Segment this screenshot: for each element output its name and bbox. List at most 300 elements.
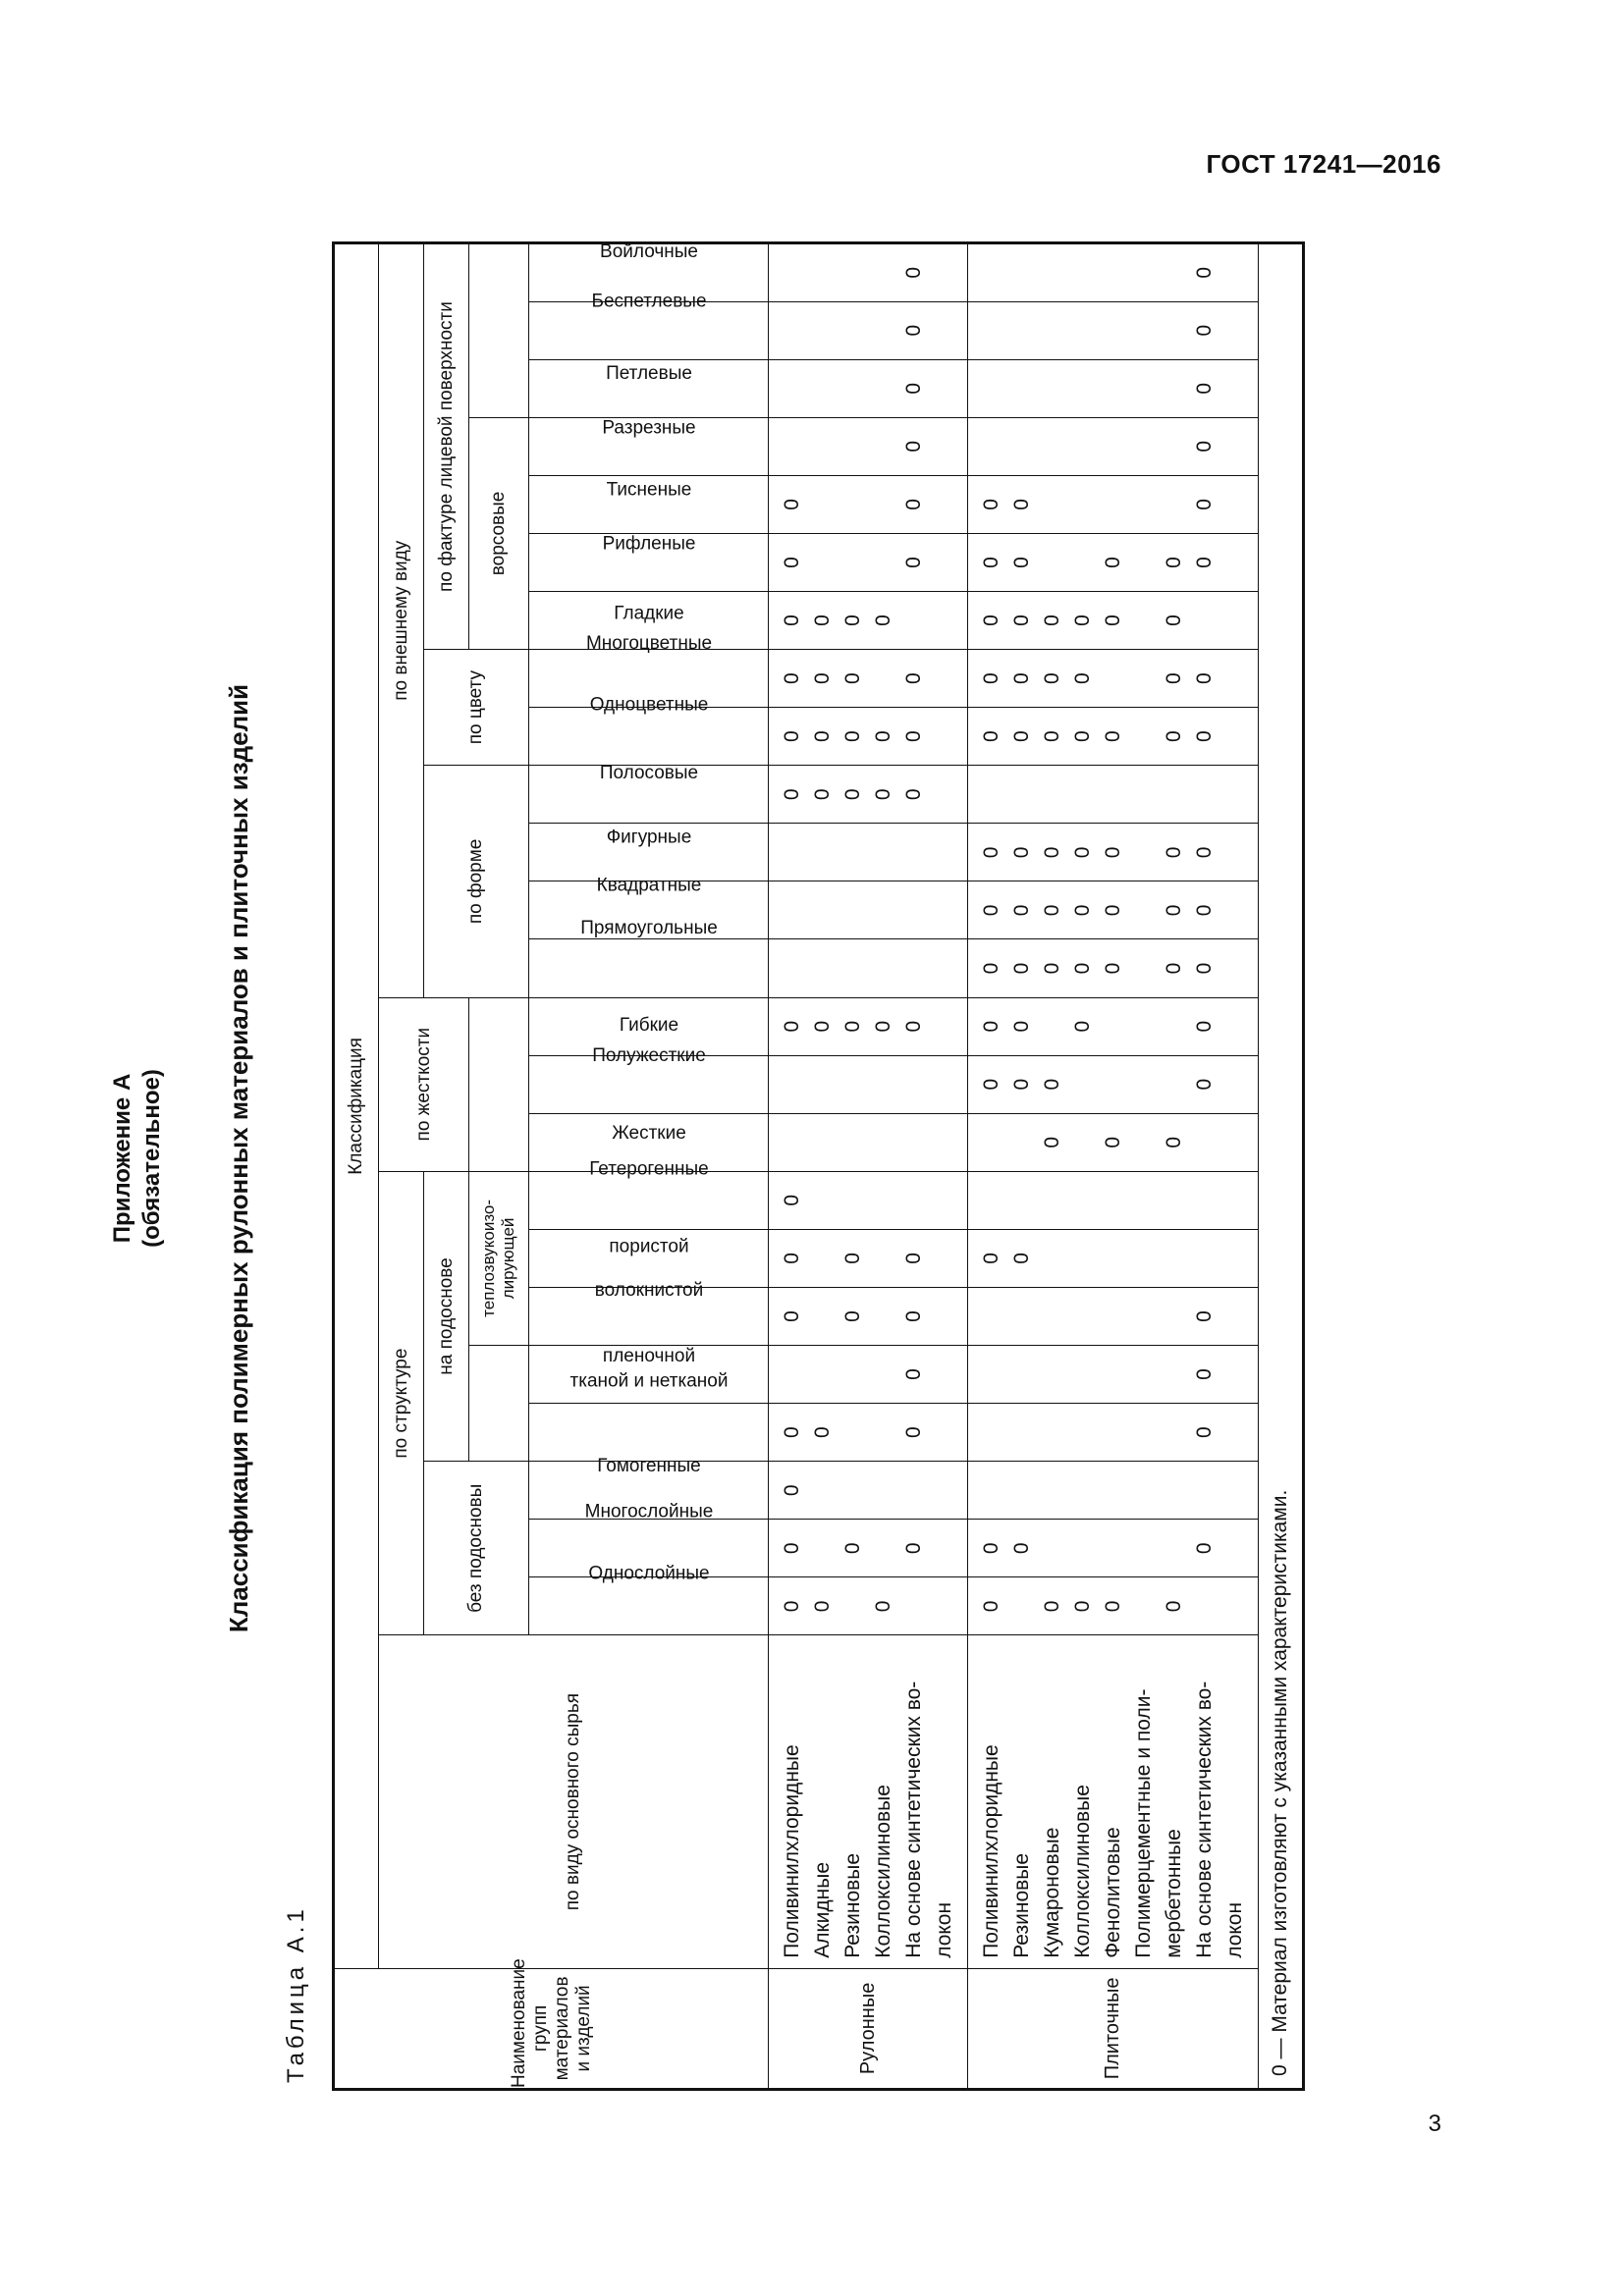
mark: 0 <box>872 1600 894 1613</box>
mark-cell <box>968 997 1259 1055</box>
mark: 0 <box>1193 324 1216 337</box>
mark-cell <box>769 1520 968 1577</box>
mark <box>929 766 959 823</box>
mark: 0 <box>1071 614 1094 626</box>
mark: 0 <box>1193 672 1216 684</box>
mark-cell <box>769 417 968 475</box>
mark-cell <box>968 708 1259 766</box>
mark: 0 <box>1041 846 1063 859</box>
mark: 0 <box>980 1078 1002 1091</box>
mark <box>1098 1172 1128 1229</box>
mark <box>929 1172 959 1229</box>
mark <box>777 418 807 475</box>
mark-cell <box>968 1055 1259 1113</box>
mark: 0 <box>1163 614 1185 626</box>
column-header-text: Однослойные <box>587 1563 710 1584</box>
mark <box>868 244 898 301</box>
mark <box>807 1288 838 1345</box>
mark <box>1128 302 1159 359</box>
mark <box>1037 998 1067 1055</box>
header-rigidity-text: по жесткости <box>412 1027 434 1142</box>
column-header-text: волокнистой <box>594 1279 703 1301</box>
column-header <box>529 694 769 766</box>
mark-cell <box>769 592 968 650</box>
material-item: Коллоксилиновые <box>1071 1785 1094 1958</box>
mark <box>1067 1056 1098 1113</box>
mark <box>1159 1288 1189 1345</box>
mark-cell <box>968 417 1259 475</box>
mark-cell <box>968 1287 1259 1345</box>
mark <box>929 998 959 1055</box>
column-header <box>529 1563 769 1635</box>
mark <box>898 939 929 996</box>
mark <box>1098 418 1128 475</box>
mark-cell <box>968 1346 1259 1404</box>
mark <box>868 418 898 475</box>
mark: 0 <box>980 499 1002 510</box>
mark <box>868 881 898 938</box>
mark <box>1037 1346 1067 1403</box>
header-no-base <box>424 1462 529 1635</box>
mark: 0 <box>872 614 894 626</box>
mark-cell <box>968 301 1259 359</box>
column-header <box>529 1044 769 1113</box>
mark <box>1159 1520 1189 1576</box>
mark <box>1128 1404 1159 1461</box>
mark <box>1159 476 1189 533</box>
mark: 0 <box>980 1600 1002 1613</box>
mark-cell <box>769 708 968 766</box>
mark: 0 <box>1102 1600 1124 1613</box>
mark <box>777 1114 807 1171</box>
mark: 0 <box>811 614 834 626</box>
mark: 0 <box>811 1600 834 1613</box>
mark: 0 <box>1193 846 1216 859</box>
mark-cell <box>769 475 968 533</box>
mark: 0 <box>1041 1136 1063 1148</box>
mark <box>838 881 868 938</box>
mark: 0 <box>902 557 925 568</box>
mark <box>929 1520 959 1576</box>
header-classification-text: Классификация <box>346 1038 366 1175</box>
mark-cell <box>769 997 968 1055</box>
table-title: Классификация полимерных рулонных материалов и плиточных изделий <box>224 683 253 1633</box>
mark <box>777 939 807 996</box>
mark <box>868 1404 898 1461</box>
mark: 0 <box>841 1310 864 1322</box>
mark <box>1159 1230 1189 1287</box>
mark-cell <box>769 243 968 302</box>
mark: 0 <box>980 614 1002 626</box>
mark <box>1037 302 1067 359</box>
mark <box>976 1114 1006 1171</box>
mark <box>929 650 959 707</box>
mark: 0 <box>980 730 1002 743</box>
mark <box>929 824 959 881</box>
mark: 0 <box>841 1542 864 1555</box>
mark <box>898 1114 929 1171</box>
header-shape-text: по форме <box>465 838 486 925</box>
mark <box>868 302 898 359</box>
mark: 0 <box>902 499 925 510</box>
mark: 0 <box>1193 904 1216 917</box>
mark <box>1128 998 1159 1055</box>
mark <box>929 1462 959 1519</box>
mark: 0 <box>1102 962 1124 975</box>
mark <box>1219 824 1250 881</box>
mark: 0 <box>1193 557 1216 568</box>
header-on-base <box>424 1171 469 1461</box>
mark <box>1128 360 1159 417</box>
mark <box>1037 476 1067 533</box>
column-header-text: Тисненые <box>606 479 691 501</box>
mark-cell <box>968 359 1259 417</box>
mark-cell <box>968 881 1259 939</box>
mark <box>807 1346 838 1403</box>
mark: 0 <box>1071 904 1094 917</box>
mark <box>838 824 868 881</box>
column-header-text: Гетерогенные <box>588 1158 709 1180</box>
mark <box>777 302 807 359</box>
mark <box>838 1114 868 1171</box>
mark: 0 <box>781 1253 803 1264</box>
mark <box>976 1172 1006 1229</box>
mark: 0 <box>980 1020 1002 1033</box>
mark <box>1159 1462 1189 1519</box>
mark: 0 <box>1041 1600 1063 1613</box>
mark: 0 <box>811 672 834 684</box>
mark <box>1128 534 1159 591</box>
column-header-text: Гладкие <box>613 603 684 624</box>
material-item: Поливинилхлоридные <box>980 1744 1002 1958</box>
mark <box>1219 708 1250 765</box>
mark: 0 <box>841 614 864 626</box>
column-header <box>529 1158 769 1229</box>
mark-cell <box>968 1171 1259 1229</box>
column-header-text: Квадратные <box>596 876 701 897</box>
mark <box>868 476 898 533</box>
mark <box>1128 592 1159 649</box>
mark: 0 <box>781 1600 803 1613</box>
mark <box>838 418 868 475</box>
mark <box>929 1288 959 1345</box>
mark: 0 <box>1102 730 1124 743</box>
mark <box>868 534 898 591</box>
mark <box>1128 1288 1159 1345</box>
mark <box>976 1462 1006 1519</box>
column-header <box>529 359 769 417</box>
header-texture-spacer <box>469 997 529 1171</box>
mark <box>929 1404 959 1461</box>
mark: 0 <box>1193 1426 1216 1438</box>
mark <box>1159 766 1189 823</box>
mark <box>1098 1288 1128 1345</box>
mark <box>1159 1346 1189 1403</box>
mark <box>1067 1462 1098 1519</box>
mark <box>777 881 807 938</box>
mark: 0 <box>902 1542 925 1555</box>
column-header-text: Рифленые <box>602 533 695 555</box>
mark-cell <box>968 1577 1259 1635</box>
mark: 0 <box>872 730 894 743</box>
mark <box>1006 1577 1037 1634</box>
mark: 0 <box>1163 962 1185 975</box>
mark <box>1037 1404 1067 1461</box>
mark <box>807 534 838 591</box>
mark-cell <box>968 1520 1259 1577</box>
mark <box>1006 1346 1037 1403</box>
header-classification <box>334 243 379 1969</box>
mark <box>1219 650 1250 707</box>
material-item: Резиновые <box>1010 1852 1033 1958</box>
mark <box>976 1404 1006 1461</box>
mark-cell <box>769 1171 968 1229</box>
header-pile <box>469 417 529 649</box>
mark-cell <box>769 1113 968 1171</box>
mark: 0 <box>841 730 864 743</box>
column-header-text: Жесткие <box>611 1122 686 1144</box>
mark <box>929 302 959 359</box>
mark <box>1037 244 1067 301</box>
mark <box>807 824 838 881</box>
mark <box>898 1462 929 1519</box>
mark <box>1067 1230 1098 1287</box>
mark: 0 <box>1193 1078 1216 1091</box>
mark <box>1128 824 1159 881</box>
mark <box>1219 592 1250 649</box>
mark: 0 <box>781 1426 803 1438</box>
mark <box>1219 244 1250 301</box>
standard-number: ГОСТ 17241—2016 <box>1206 149 1441 179</box>
header-pile-text: ворсовые <box>488 491 509 576</box>
mark: 0 <box>902 1368 925 1380</box>
mark <box>1098 476 1128 533</box>
mark: 0 <box>1071 846 1094 859</box>
mark <box>1098 998 1128 1055</box>
mark <box>1159 302 1189 359</box>
mark <box>1159 998 1189 1055</box>
header-no-base-text: без подосновы <box>465 1483 486 1613</box>
mark-cell <box>769 881 968 939</box>
mark <box>1128 244 1159 301</box>
mark-cell <box>769 1287 968 1345</box>
footnote <box>1259 243 1304 2090</box>
mark: 0 <box>872 1020 894 1033</box>
mark: 0 <box>1010 846 1033 859</box>
mark <box>1006 1172 1037 1229</box>
material-item: Кумароновые <box>1041 1827 1063 1958</box>
mark: 0 <box>1193 440 1216 453</box>
mark: 0 <box>1071 1020 1094 1033</box>
column-header <box>529 1279 769 1345</box>
mark-cell <box>769 650 968 708</box>
mark <box>1098 1346 1128 1403</box>
mark-cell <box>769 533 968 591</box>
mark <box>1037 766 1067 823</box>
mark <box>1098 1230 1128 1287</box>
mark: 0 <box>1041 614 1063 626</box>
mark: 0 <box>1163 730 1185 743</box>
mark <box>868 1230 898 1287</box>
mark <box>1219 1230 1250 1287</box>
mark: 0 <box>1163 846 1185 859</box>
mark <box>807 1056 838 1113</box>
mark <box>1219 881 1250 938</box>
mark: 0 <box>1010 557 1033 568</box>
mark <box>868 1288 898 1345</box>
mark <box>868 824 898 881</box>
mark: 0 <box>1010 730 1033 743</box>
mark <box>1067 244 1098 301</box>
material-item: На основе синтетических во- <box>902 1681 925 1958</box>
header-on-base-text: на подоснове <box>435 1257 457 1375</box>
mark <box>1006 1114 1037 1171</box>
mark <box>1006 360 1037 417</box>
mark <box>1128 1462 1159 1519</box>
mark <box>929 418 959 475</box>
mark <box>777 1056 807 1113</box>
material-item: Полимерцементные и поли- <box>1132 1688 1155 1958</box>
mark <box>898 881 929 938</box>
mark <box>807 1172 838 1229</box>
mark <box>868 1520 898 1576</box>
mark <box>838 939 868 996</box>
mark: 0 <box>1193 962 1216 975</box>
mark-cell <box>769 1229 968 1287</box>
mark <box>1219 1520 1250 1576</box>
mark <box>807 302 838 359</box>
material-item: Поливинилхлоридные <box>781 1744 803 1958</box>
mark: 0 <box>902 382 925 395</box>
rotated-content <box>108 226 1291 2091</box>
mark <box>868 1056 898 1113</box>
mark: 0 <box>781 1020 803 1033</box>
mark <box>1219 534 1250 591</box>
table-label: Таблица А.1 <box>283 1905 309 2083</box>
mark <box>1128 476 1159 533</box>
mark <box>929 244 959 301</box>
mark <box>1037 360 1067 417</box>
mark <box>929 1577 959 1634</box>
mark <box>1128 418 1159 475</box>
mark <box>929 881 959 938</box>
mark <box>1037 1230 1067 1287</box>
mark <box>838 476 868 533</box>
mark <box>807 1114 838 1171</box>
material-item: локон <box>1223 1901 1246 1958</box>
header-rigidity <box>379 997 469 1171</box>
mark <box>1098 244 1128 301</box>
mark <box>1219 998 1250 1055</box>
mark <box>777 244 807 301</box>
column-header-text: Гомогенные <box>596 1456 701 1477</box>
mark <box>1067 1404 1098 1461</box>
mark <box>1037 1288 1067 1345</box>
mark: 0 <box>1071 672 1094 684</box>
mark: 0 <box>902 324 925 337</box>
group-name <box>968 1968 1259 2089</box>
mark <box>898 1577 929 1634</box>
mark <box>1219 302 1250 359</box>
mark <box>1128 1056 1159 1113</box>
mark: 0 <box>811 788 834 801</box>
mark <box>838 244 868 301</box>
mark <box>1219 418 1250 475</box>
mark: 0 <box>781 672 803 684</box>
mark <box>1006 766 1037 823</box>
mark-cell <box>968 766 1259 824</box>
mark <box>1128 650 1159 707</box>
mark <box>807 418 838 475</box>
mark <box>1067 1346 1098 1403</box>
mark: 0 <box>980 962 1002 975</box>
mark <box>807 881 838 938</box>
mark <box>1006 1404 1037 1461</box>
column-header <box>529 763 769 824</box>
page-number: 3 <box>1428 2110 1441 2137</box>
mark: 0 <box>1010 499 1033 510</box>
column-header-text: Многоцветные <box>585 633 712 655</box>
mark-cell <box>968 1113 1259 1171</box>
material-item: Фенолитовые <box>1102 1827 1124 1958</box>
header-heat-sound <box>469 1171 529 1345</box>
mark: 0 <box>1041 730 1063 743</box>
mark <box>976 766 1006 823</box>
mark <box>1189 1172 1219 1229</box>
mark <box>1037 1462 1067 1519</box>
mark <box>1098 650 1128 707</box>
mark <box>838 1462 868 1519</box>
column-header-text: Прямоугольные <box>579 917 718 938</box>
mark <box>1128 1577 1159 1634</box>
mark <box>1128 1230 1159 1287</box>
mark <box>1128 1172 1159 1229</box>
mark: 0 <box>781 499 803 510</box>
mark: 0 <box>811 1020 834 1033</box>
header-raw-material <box>379 1635 769 1968</box>
mark-cell <box>968 533 1259 591</box>
appendix-subtitle: (обязательное) <box>138 1069 165 1248</box>
mark <box>1128 1114 1159 1171</box>
column-header-text: пленочной <box>602 1346 695 1367</box>
mark <box>929 939 959 996</box>
header-texture <box>424 243 469 650</box>
mark: 0 <box>1193 730 1216 743</box>
mark: 0 <box>980 846 1002 859</box>
mark <box>1037 418 1067 475</box>
header-structure-text: по структуре <box>390 1348 411 1459</box>
mark <box>1067 1172 1098 1229</box>
mark-cell <box>968 939 1259 997</box>
mark-cell <box>968 650 1259 708</box>
mark-cell <box>769 939 968 997</box>
mark <box>1098 1462 1128 1519</box>
mark: 0 <box>1102 614 1124 626</box>
mark: 0 <box>1041 904 1063 917</box>
mark-cell <box>769 1577 968 1635</box>
mark <box>1219 1346 1250 1403</box>
mark: 0 <box>1163 1600 1185 1613</box>
mark <box>929 708 959 765</box>
mark: 0 <box>902 730 925 743</box>
mark <box>1067 360 1098 417</box>
mark <box>807 1230 838 1287</box>
mark <box>898 1172 929 1229</box>
mark <box>1189 1114 1219 1171</box>
mark: 0 <box>1010 614 1033 626</box>
mark <box>777 360 807 417</box>
material-item: Коллоксилиновые <box>872 1785 894 1958</box>
